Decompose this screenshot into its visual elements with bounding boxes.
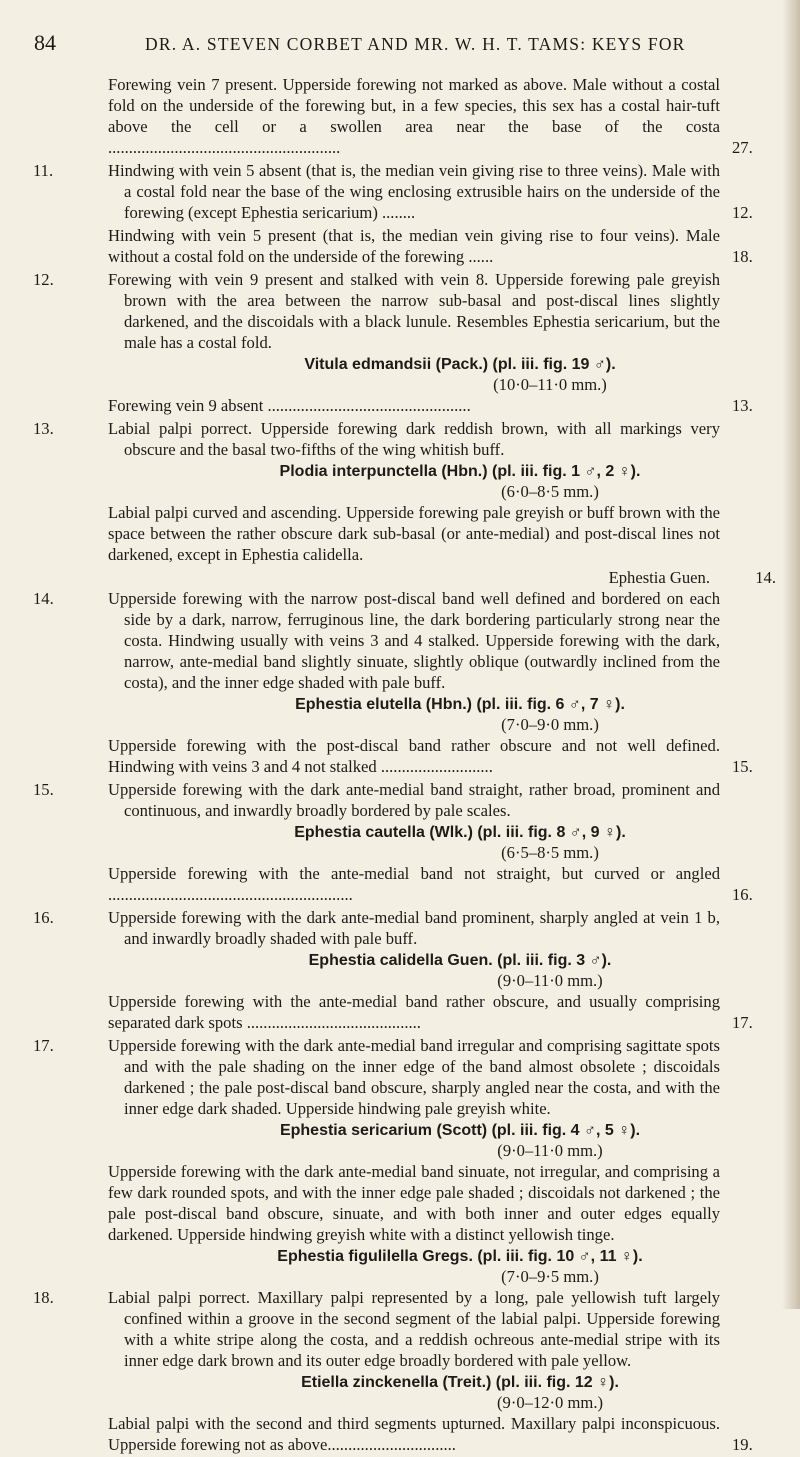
- couplet-reference: 13.: [732, 396, 753, 415]
- species-name: Ephestia figulilella Gregs. (pl. iii. fig. 10 ♂, 11 ♀).: [277, 1248, 643, 1265]
- species-name: Ephestia elutella (Hbn.) (pl. iii. fig. 6 ♂, 7 ♀).: [295, 696, 625, 713]
- key-alternative: [0, 863, 800, 905]
- couplet-number: 15.: [33, 780, 54, 799]
- page-number: 84: [34, 30, 56, 55]
- genus-name: Ephestia Guen.: [608, 568, 710, 587]
- species-name: Ephestia calidella Guen. (pl. iii. fig. 3 ♂).: [308, 952, 612, 969]
- couplet-reference: 14.: [755, 568, 776, 587]
- couplet-reference: 12.: [732, 203, 753, 222]
- couplet-text: Upperside forewing with the ante-medial band rather obscure, and usually comprising separated dark spots ..........................................: [108, 992, 720, 1032]
- key-couplet: [0, 1035, 800, 1119]
- species-name: Vitula edmandsii (Pack.) (pl. iii. fig. 19 ♂).: [304, 356, 616, 373]
- couplet-text: Upperside forewing with the dark ante-medial band sinuate, not irregular, and comprising a few dark rounded spots, and with the inner edge pale shaded ; discoidals not darkened ; the pale post-discal band obscure, sinuate, and with both inner and outer edges equally darkened. Upperside hindwing greyish white with a distinct yellowish tinge.: [108, 1162, 720, 1244]
- couplet-text: Labial palpi curved and ascending. Upperside forewing pale greyish or buff brown with the space between the rather obscure dark sub-basal (or ante-medial) and post-discal lines not darkened, except in Ephestia calidella.: [108, 503, 720, 564]
- couplet-number: 17.: [33, 1036, 54, 1055]
- key-text: [0, 74, 800, 1457]
- couplet-reference: 17.: [732, 1013, 753, 1032]
- key-alternative: [0, 1413, 800, 1455]
- key-couplet: [0, 907, 800, 949]
- couplet-reference: 27.: [732, 138, 753, 157]
- couplet-text: Upperside forewing with the ante-medial band not straight, but curved or angled ...........................................................: [108, 864, 720, 904]
- couplet-text: Forewing with vein 9 present and stalked with vein 8. Upperside forewing pale greyish brown with the area between the narrow sub-basal and post-discal lines slightly darkened, and the discoidals with a black lunule. Resembles Ephestia sericarium, but the male has a costal fold.: [108, 270, 720, 352]
- species-name: Ephestia sericarium (Scott) (pl. iii. fig. 4 ♂, 5 ♀).: [279, 1122, 641, 1139]
- couplet-number: 18.: [33, 1288, 54, 1307]
- wingspan-range: (10·0–11·0 mm.): [493, 375, 607, 394]
- couplet-reference: 18.: [732, 247, 753, 266]
- key-couplet: [0, 418, 800, 460]
- page-edge-shadow: [782, 0, 800, 1309]
- wingspan-range: (6·0–8·5 mm.): [501, 482, 599, 501]
- couplet-text: Labial palpi porrect. Upperside forewing dark reddish brown, with all markings very obscure and the basal two-fifths of the wing whitish buff.: [108, 419, 720, 459]
- couplet-reference: 16.: [732, 885, 753, 904]
- species-name: Ephestia cautella (Wlk.) (pl. iii. fig. 8 ♂, 9 ♀).: [294, 824, 626, 841]
- wingspan-range: (9·0–12·0 mm.): [497, 1393, 603, 1412]
- wingspan-range: (7·0–9·5 mm.): [501, 1267, 599, 1286]
- running-title: DR. A. STEVEN CORBET AND MR. W. H. T. TAMS: KEYS FOR: [145, 34, 686, 54]
- wingspan-range: (9·0–11·0 mm.): [497, 971, 603, 990]
- couplet-reference: 15.: [732, 757, 753, 776]
- couplet-text: Upperside forewing with the narrow post-discal band well defined and bordered on each side by a dark, narrow, ferruginous line, the dark bordering particularly strong near the costa. Hindwing usually with veins 3 and 4 stalked. Upperside forewing with the dark, narrow, ante-medial band slightly sinuate, slightly oblique (outwardly inclined from the costa), and the inner edge shaded with pale buff.: [108, 589, 720, 692]
- key-couplet: [0, 1287, 800, 1371]
- species-name: Etiella zinckenella (Treit.) (pl. iii. fig. 12 ♀).: [301, 1374, 619, 1391]
- couplet-text: Forewing vein 7 present. Upperside forewing not marked as above. Male without a costal fold on the underside of the forewing but, in a few species, this sex has a costal hair-tuft above the cell or a swollen area near the base of the costa ........................................................: [108, 75, 720, 157]
- couplet-text: Hindwing with vein 5 absent (that is, the median vein giving rise to three veins). Male with a costal fold near the base of the wing enclosing extrusible hairs on the underside of the forewing (except Ephestia sericarium) ........: [108, 161, 720, 222]
- couplet-text: Upperside forewing with the dark ante-medial band irregular and comprising sagittate spots and with the pale shading on the inner edge of the band almost obsolete ; discoidals darkened ; the pale post-discal band obscure, sharply angled near the costa, and with the inner edge dark shaded. Upperside hindwing pale greyish white.: [108, 1036, 720, 1118]
- key-alternative: [0, 991, 800, 1033]
- key-alternative: [0, 74, 800, 158]
- couplet-text: Upperside forewing with the dark ante-medial band straight, rather broad, prominent and continuous, and inwardly broadly bordered by pale scales.: [108, 780, 720, 820]
- page-header: [0, 30, 800, 60]
- couplet-text: Upperside forewing with the post-discal band rather obscure and not well defined. Hindwing with veins 3 and 4 not stalked ...........................: [108, 736, 720, 776]
- couplet-text: Upperside forewing with the dark ante-medial band prominent, sharply angled at vein 1 b, and inwardly broadly shaded with pale buff.: [108, 908, 720, 948]
- wingspan-range: (9·0–11·0 mm.): [497, 1141, 603, 1160]
- couplet-text: Labial palpi porrect. Maxillary palpi represented by a long, pale yellowish tuft largely confined within a groove in the second segment of the labial palpi. Upperside forewing with a white stripe along the costa, and a reddish ochreous ante-medial stripe with its inner edge dark brown and its outer edge broadly bordered with pale yellow.: [108, 1288, 720, 1370]
- wingspan-range: (6·5–8·5 mm.): [501, 843, 599, 862]
- key-alternative: [0, 225, 800, 267]
- key-alternative: [0, 1161, 800, 1245]
- wingspan-range: (7·0–9·0 mm.): [501, 715, 599, 734]
- key-couplet: [0, 160, 800, 223]
- species-name: Plodia interpunctella (Hbn.) (pl. iii. fig. 1 ♂, 2 ♀).: [279, 463, 641, 480]
- key-alternative: [0, 395, 800, 416]
- couplet-text: Forewing vein 9 absent .................................................: [108, 396, 471, 415]
- key-couplet: [0, 588, 800, 693]
- couplet-number: 14.: [33, 589, 54, 608]
- couplet-number: 12.: [33, 270, 54, 289]
- key-couplet: [0, 779, 800, 821]
- key-alternative: [0, 735, 800, 777]
- couplet-text: Hindwing with vein 5 present (that is, the median vein giving rise to four veins). Male without a costal fold on the underside of the forewing ......: [108, 226, 720, 266]
- key-alternative: [0, 502, 800, 565]
- couplet-reference: 19.: [732, 1435, 753, 1454]
- couplet-number: 13.: [33, 419, 54, 438]
- genus-line: [0, 567, 800, 588]
- key-couplet: [0, 269, 800, 353]
- couplet-number: 16.: [33, 908, 54, 927]
- couplet-text: Labial palpi with the second and third segments upturned. Maxillary palpi inconspicuous. Upperside forewing not as above...............................: [108, 1414, 720, 1454]
- couplet-number: 11.: [33, 161, 54, 180]
